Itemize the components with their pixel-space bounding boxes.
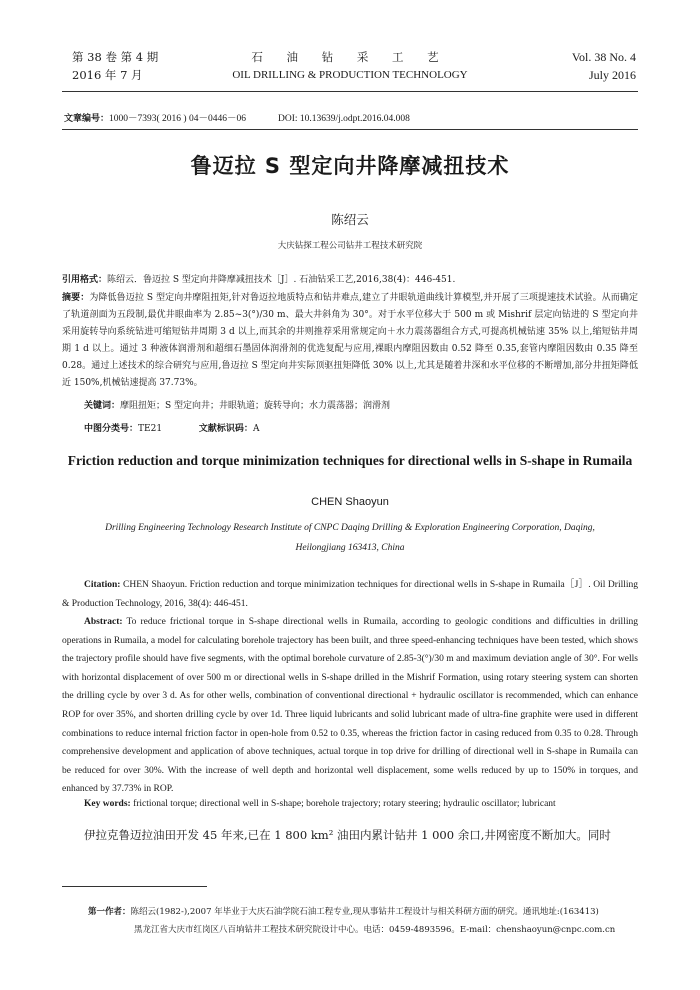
body-first-line: 伊拉克鲁迈拉油田开发 45 年来,已在 1 800 km² 油田内累计钻井 1 000 余口,井网密度不断加大。同时: [84, 828, 611, 842]
date-en: July 2016: [588, 68, 636, 82]
affiliation-cn: 大庆钻探工程公司钻井工程技术研究院: [277, 241, 423, 251]
footnote-line-1: [88, 903, 640, 921]
journal-name-cn: 石 油 钻 采 工 艺: [251, 50, 449, 64]
classification: [62, 421, 638, 438]
keywords-en: [62, 795, 638, 814]
abstract-cn: [62, 290, 638, 392]
citation-en-text: CHEN Shaoyun. Friction reduction and torque minimization techniques for directional wells in S-shape in Rumaila［J］. Oil Drilling & Production Technology, 2016, 38(4): 446-451.: [62, 580, 638, 609]
citation-cn-text: 陈绍云．鲁迈拉 S 型定向井降摩减扭技术［J］. 石油钻采工艺,2016,38(4)：446-451.: [107, 275, 456, 285]
meta-rule: [62, 129, 638, 130]
journal-header: [62, 48, 638, 88]
doc-code: A: [252, 424, 260, 434]
footnote-text-1: 陈绍云(1982-),2007 年毕业于大庆石油学院石油工程专业,现从事钻井工程设计与相关科研方面的研究。通讯地址:(163413): [130, 907, 599, 917]
citation-en: [62, 576, 638, 613]
citation-cn: [62, 272, 638, 289]
volume-issue-en: Vol. 38 No. 4: [571, 50, 636, 64]
abstract-en-label: Abstract:: [84, 617, 123, 627]
abstract-cn-label: 摘要：: [62, 293, 90, 303]
title-cn: 鲁迈拉 S 型定向井降摩减扭技术: [190, 154, 510, 178]
doc-code-label: 文献标识码：: [198, 424, 253, 434]
clc-label: 中图分类号：: [84, 424, 139, 434]
footnote-rule: [62, 886, 207, 887]
title-en: Friction reduction and torque minimization techniques for directional wells in S-shape in Rumaila: [67, 453, 633, 468]
keywords-en-label: Key words:: [84, 799, 131, 809]
abstract-cn-text: 为降低鲁迈拉 S 型定向井摩阻扭矩,针对鲁迈拉地质特点和钻井难点,建立了井眼轨道曲线计算模型,并开展了三项提速技术试验。从而确定了轨道剖面为五段制,最优井眼曲率为 2.85~3(°)/30 m、最大井斜角为 30°。对于水平位移大于 500 m 或 Mishrif 层定向钻进的 S 型定向井采用旋转导向系统钻进可缩短钻井周期 3 d 以上,而其余的井则推荐采用常规定向＋水力震荡器组合方式,可提高机械钻速 35% 以上,缩短钻井周期 1 d 以上。通过 3 种液体润滑剂和超细石墨固体润滑剂的优选复配与应用,裸眼内摩阻因数由 0.52 降至 0.35,套管内摩阻因数由 0.35 降至 0.28。通过上述技术的综合研究与应用,鲁迈拉 S 型定向井实际顶驱扭矩降低 30% 以上,尤其是随着井深和水平位移的不断增加,部分井扭矩降低近 150%,机械钻速提高 37.73%。: [62, 293, 638, 388]
affiliation-en: Drilling Engineering Technology Research Institute of CNPC Daqing Drilling & Exploration Engineering Corporation, Daqing, Heilongjiang 163413, China: [105, 523, 595, 553]
article-no: 1000－7393( 2016 ) 04－0446－06: [109, 114, 246, 124]
keywords-cn-label: 关键词：: [84, 401, 121, 411]
article-meta: [64, 110, 410, 124]
date-cn: 2016 年 7 月: [72, 68, 143, 82]
footnote-label: 第一作者：: [88, 907, 131, 917]
abstract-en-text: To reduce frictional torque in S-shape directional wells in Rumaila, according to geologic conditions and difficulties in drilling operations in Rumaila, a model for calculating borehole trajectory has been built, and three speed-enhancing techniques have been tested, which shows the trajectory profile should have five segments, with the optimal borehole curvature of 2.85-3(°)/30 m and maximum deviation angle of 30°. For wells with horizontal displacement of over 500 m or directional wells in S-shape drilled in the Mishrif Formation, using rotary steering system can shorten the drilling cycle by over 3 d. As for other wells, combination of conventional directional + hydraulic oscillator is recommended, which can enhance ROP for over 35%, and shorten drilling cycle by over 1d. Three liquid lubricants and solid lubricant made of ultra-fine graphite were used in different combinations to reduce internal friction factor in open-hole from 0.52 to 0.35, whereas the friction factor in casing reduced from 0.35 to 0.28. Through comprehensive development and application of above techniques, actual torque in top drive for drilling of directional well in S-shape in Rumaila can be reduced for over 30%. With the increase of well depth and horizontal well displacement, some wells reduced by up to 150% in torques, and enhanced by 37.73% in ROP.: [62, 617, 638, 795]
footnote-line-2: 黑龙江省大庆市红岗区八百垧钻井工程技术研究院设计中心。电话：0459-4893596。E-mail：chenshaoyun@cnpc.com.cn: [134, 925, 616, 935]
header-right: [572, 48, 636, 84]
footnote: [88, 903, 640, 939]
keywords-cn-text: 摩阻扭矩；S 型定向井；井眼轨道；旋转导向；水力震荡器；润滑剂: [120, 401, 391, 411]
volume-issue-cn: 第 38 卷 第 4 期: [72, 50, 159, 64]
author-cn: 陈绍云: [331, 212, 369, 227]
journal-name-en: OIL DRILLING & PRODUCTION TECHNOLOGY: [232, 69, 468, 81]
citation-cn-label: 引用格式：: [62, 275, 108, 285]
abstract-en: [62, 613, 638, 799]
clc-code: TE21: [138, 424, 163, 434]
article-no-label: 文章编号：: [64, 114, 110, 124]
header-center: [62, 48, 638, 84]
header-rule: [62, 91, 638, 92]
keywords-en-text: frictional torque; directional well in S-shape; borehole trajectory; rotary steering; hydraulic oscillator; lubricant: [133, 799, 556, 809]
keywords-cn: [62, 398, 638, 415]
doi: DOI: 10.13639/j.odpt.2016.04.008: [277, 114, 410, 124]
citation-en-label: Citation:: [84, 580, 121, 590]
author-en: CHEN Shaoyun: [311, 496, 389, 508]
